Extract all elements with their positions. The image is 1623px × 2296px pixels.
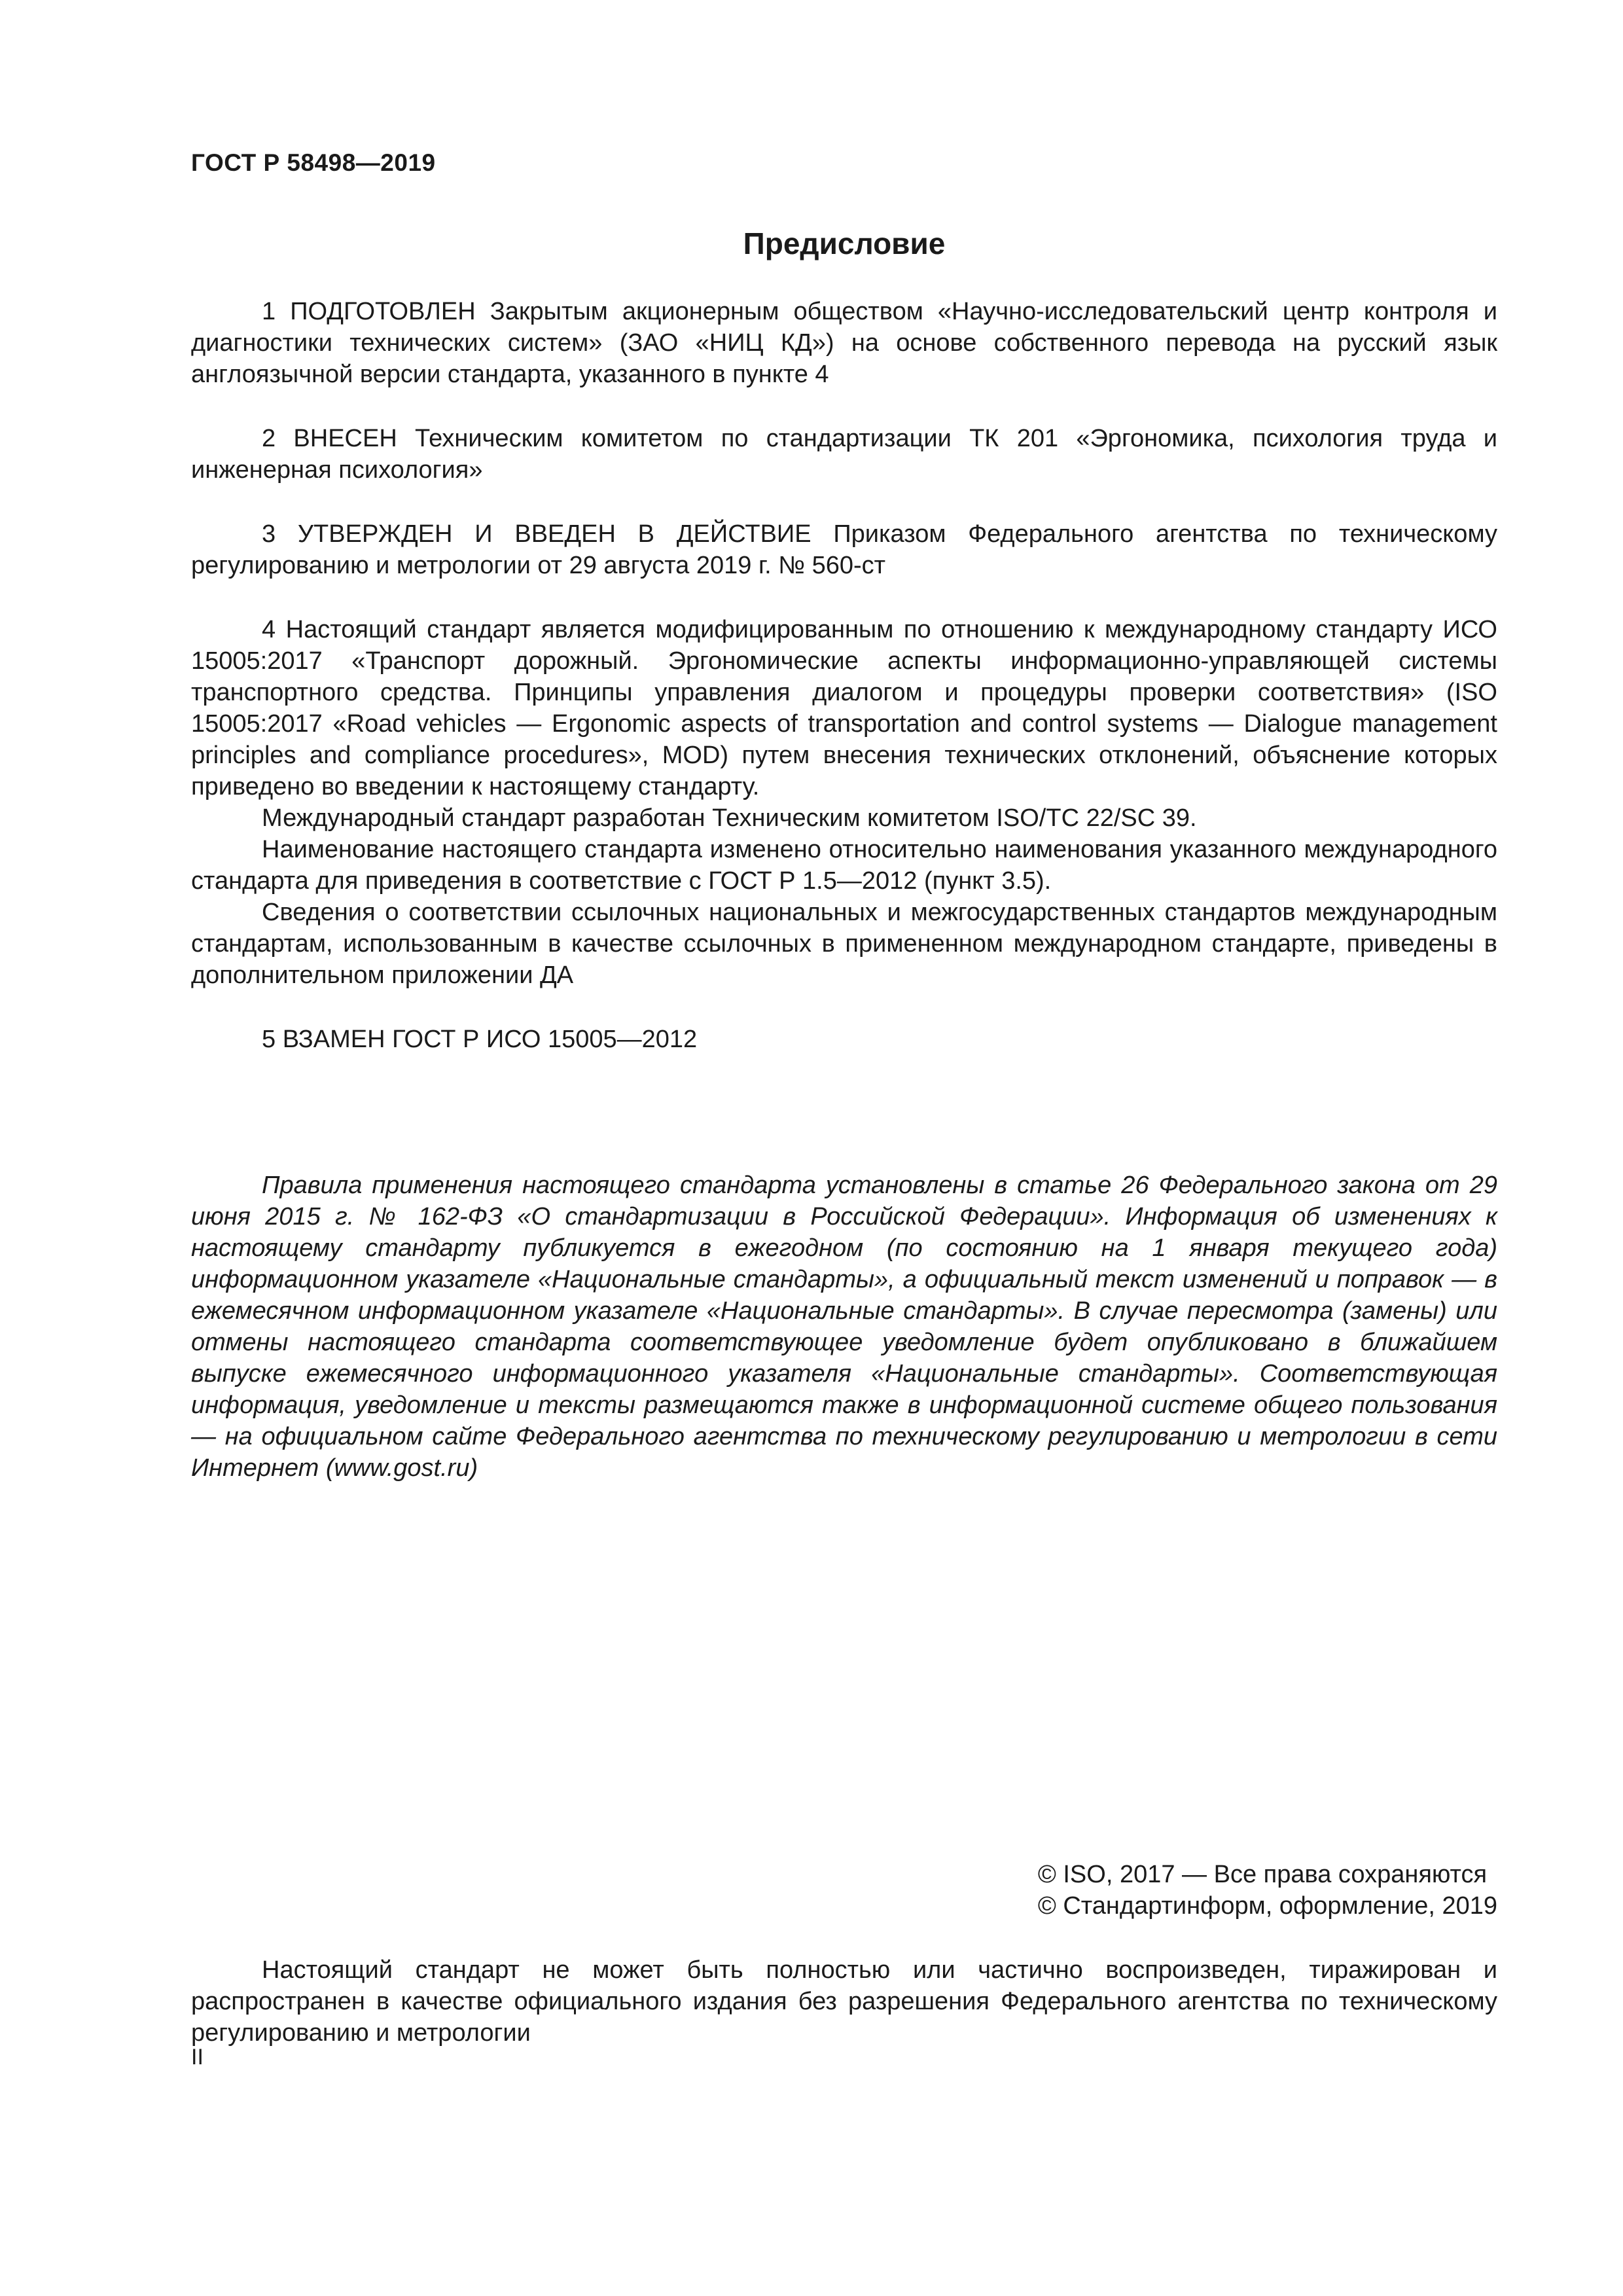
application-rules-text: Правила применения настоящего стандарта установлены в статье 26 Федерального закона от 29 июня 2015 г. № 162-ФЗ «О стандартизации в Российской Федерации». Информация об изменениях к настоящему стандарту публикуется в ежегодном (по состоянию на 1 января текущего года) информационном указателе «Национальные стандарты», а официальный текст изменений и поправок — в ежемесячном информационном указателе «Национальные стандарты». В случае пересмотра (замены) или отмены настоящего стандарта соответствующее уведомление будет опубликовано в ближайшем выпуске ежемесячного информационного указателя «Национальные стандарты». Соответствующая информация, уведомление и тексты размещаются также в информационной системе общего пользования — на официальном сайте Федерального агентства по техническому регулированию и метрологии в сети Интернет (www.gost.ru) [191,1172,1497,1482]
reproduction-text: Настоящий стандарт не может быть полностью или частично воспроизведен, тиражирован и распространен в качестве официального издания без разрешения Федерального агентства по техническому регулированию и метрологии [191,1956,1497,2047]
foreword-item-4: 4 Настоящий стандарт является модифицированным по отношению к международному стандарту ИСО 15005:2017 «Транспорт дорожный. Эргономические аспекты информационно-управляющей системы транспортного средства. Принципы управления диалогом и процедуры проверки соответствия» (ISO 15005:2017 «Road vehicles — Ergonomic aspects of transportation and control systems — Dialogue management principles and compliance procedures», MOD) путем внесения технических отклонений, объяснение которых приведено во введении к настоящему стандарту. [191,616,1497,800]
page-number: II [191,2045,204,2070]
foreword-item-1: 1 ПОДГОТОВЛЕН Закрытым акционерным обществом «Научно-исследовательский центр контроля и диагностики технических систем» (ЗАО «НИЦ КД») на основе собственного перевода на русский язык англоязычной версии стандарта, указанного в пункте 4 [191,298,1497,388]
foreword-item-4-references: Сведения о соответствии ссылочных национальных и межгосударственных стандартов международным стандартам, использованным в качестве ссылочных в примененном международном стандарте, приведены в дополнительном приложении ДА [191,899,1497,989]
standard-number-header: ГОСТ Р 58498—2019 [191,149,436,176]
foreword-item-4-title-change: Наименование настоящего стандарта изменено относительно наименования указанного международного стандарта для приведения в соответствие с ГОСТ Р 1.5—2012 (пункт 3.5). [191,836,1497,895]
copyright-iso: © ISO, 2017 — Все права сохраняются [1037,1861,1488,1888]
foreword-item-2: 2 ВНЕСЕН Техническим комитетом по стандартизации ТК 201 «Эргономика, психология труда и инженерная психология» [191,425,1497,484]
application-rules-notice [191,1170,1497,1484]
page-title: Предисловие [743,226,946,260]
copyright-standartinform: © Стандартинформ, оформление, 2019 [1037,1892,1497,1920]
foreword-item-4-developer: Международный стандарт разработан Техническим комитетом ISO/TC 22/SC 39. [262,804,1197,832]
reproduction-notice [191,1954,1497,2049]
foreword-item-3: 3 УТВЕРЖДЕН И ВВЕДЕН В ДЕЙСТВИЕ Приказом Федерального агентства по техническому регулированию и метрологии от 29 августа 2019 г. № 560-ст [191,520,1497,579]
foreword-body [191,296,1497,1055]
copyright-block [1038,1859,1497,1922]
foreword-item-5: 5 ВЗАМЕН ГОСТ Р ИСО 15005—2012 [262,1026,698,1053]
